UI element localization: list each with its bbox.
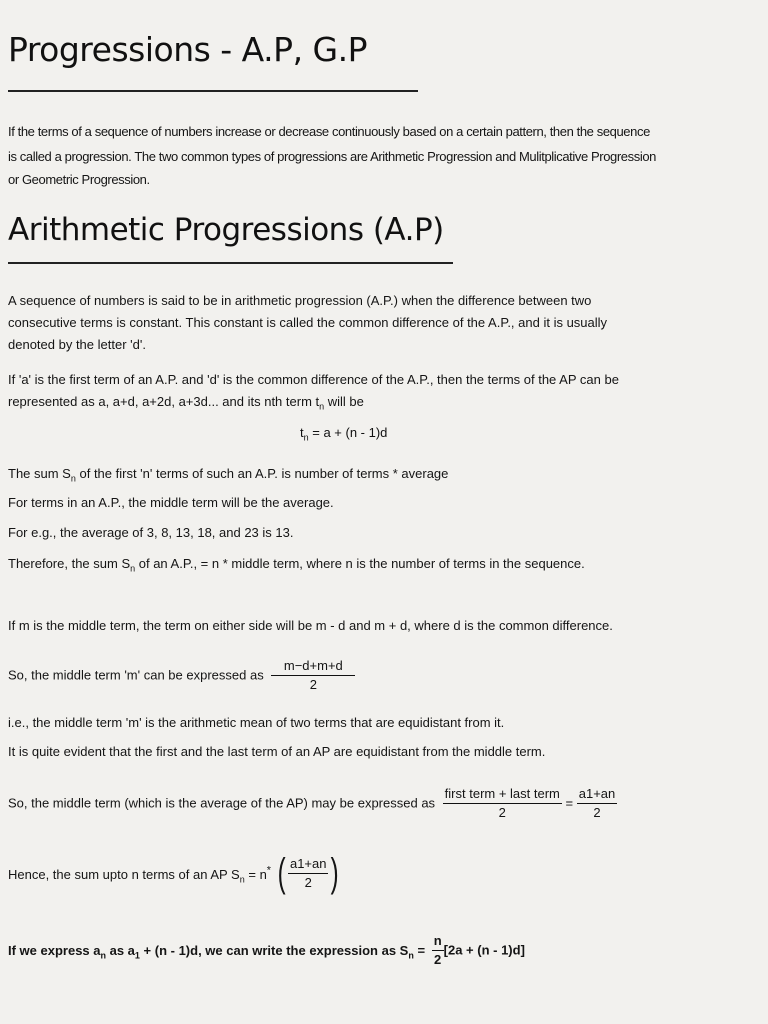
ap-terms-line-1: If 'a' is the first term of an A.P. and 'd' is the common difference of the A.P., then the terms of the AP can be — [8, 372, 619, 387]
example-line: For e.g., the average of 3, 8, 13, 18, and 23 is 13. — [8, 525, 294, 540]
n-over-2-fraction: $\frac{n}{2}$ — [433, 933, 442, 967]
ap-terms-line-2: represented as a, a+d, a+2d, a+3d... and its nth term $t_n$ will be — [8, 394, 364, 412]
sum-fraction: $\frac{a1+an}{2}$ — [289, 856, 327, 890]
title-underline — [8, 90, 418, 92]
page-title: Progressions - A.P, G.P — [8, 30, 368, 69]
if-m-line: If m is the middle term, the term on either side will be m - d and m + d, where d is the common difference. — [8, 618, 613, 633]
middle-average-line: For terms in an A.P., the middle term will be the average. — [8, 495, 334, 510]
intro-line-3: or Geometric Progression. — [8, 172, 150, 187]
ap-def-line-2: consecutive terms is constant. This constant is called the common difference of the A.P., and it is usually — [8, 315, 608, 330]
therefore-line: Therefore, the sum $S_n$ of an A.P., = n * middle term, where n is the number of terms in the sequence. — [8, 556, 585, 574]
middle-term-fraction: $\frac{m-d+m+d}{2}$ — [271, 658, 355, 692]
so-middle-line: So, the middle term 'm' can be expressed as $\frac{m-d+m+d}{2}$ — [8, 658, 355, 692]
ap-def-line-1: A sequence of numbers is said to be in arithmetic progression (A.P.) when the difference between two — [8, 293, 592, 308]
ap-heading: Arithmetic Progressions (A.P) — [8, 212, 444, 248]
intro-line-1: If the terms of a sequence of numbers increase or decrease continuously based on a certain pattern, then the sequence — [8, 124, 650, 139]
a1-an-fraction: $\frac{a1+an}{2}$ — [578, 786, 616, 820]
intro-line-2: is called a progression. The two common types of progressions are Arithmetic Progression and Mulitplicative Progression — [8, 149, 656, 164]
first-last-fraction: $\frac{\text{first term + last term}}{2}$ — [444, 786, 560, 820]
ap-heading-underline — [8, 262, 453, 264]
so-average-line: So, the middle term (which is the average of the AP) may be expressed as $\frac{\text{first term + last term}}{2}$ = $\frac{a1+an}{2}$ — [8, 786, 616, 820]
evident-line: It is quite evident that the first and the last term of an AP are equidistant from the middle term. — [8, 744, 546, 759]
ie-line: i.e., the middle term 'm' is the arithmetic mean of two terms that are equidistant from it. — [8, 715, 505, 730]
express-line: If we express $a_n$ as $a_1 + (n - 1)d$, we can write the expression as $S_n$ = $\frac{n}{2}$ [2a + (n - 1)d] — [8, 933, 525, 967]
hence-line: Hence, the sum upto n terms of an AP $S_n = n^*$ ( $\frac{a1+an}{2}$ ) — [8, 851, 340, 896]
sum-line: The sum $S_n$ of the first 'n' terms of such an A.P. is number of terms * average — [8, 466, 449, 484]
nth-term-formula: $t_n = a + (n - 1)d$ — [300, 425, 388, 443]
ap-def-line-3: denoted by the letter 'd'. — [8, 337, 146, 352]
